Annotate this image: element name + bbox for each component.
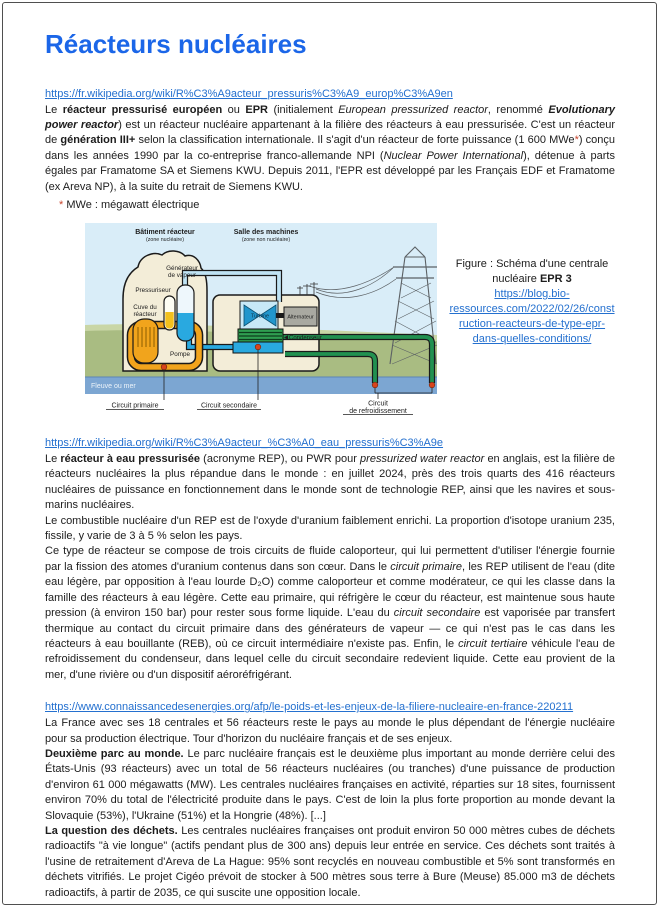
label-machine-hall-zone: (zone non nucléaire): [241, 237, 291, 244]
paragraph-rep-intro: Le réacteur à eau pressurisée (acronyme REP), ou PWR pour pressurized water reactor en anglais, est la filière de réacteurs nucléaires la plus répandue dans le monde : en juillet 2024, près des trois quarts des 416 réacteurs nucléaires de puissance en fonctionnement dans le monde sont de technologie REP, ainsi que les navires et sous-marins nucléaires.: [45, 453, 616, 512]
paragraph-france-parc: Deuxième parc au monde. Le parc nucléaire français est le deuxième plus important au monde derrière celui des États-Unis (93 réacteurs) avec un total de 56 réacteurs nucléaires (ou tranches) d'une puissance de production d'environ 61 000 mégawatts (MW). Les centrales nucléaires françaises en activité, réparties sur 18 sites, fournissent environ 70% du total de l'électricité produite dans le pays. C'est de loin la plus forte proportion au monde devant la Slovaquie (53%), l'Ukraine (51%) et la Hongrie (48%). [...]: [45, 747, 616, 822]
primary-pump-dot: [161, 364, 167, 370]
paragraph-france-dechets: La question des déchets. Les centrales nucléaires françaises ont produit environ 50 000 mètres cubes de déchets radioactifs "à vie longue" (actifs pendant plus de 300 ans) depuis leur entrée en service. Ces déchets sont traités à l'usine de retraitement d'Areva de La Hague: 95% sont recyclés en nouveau combustible et 5% sont transformés en déchets vitrifiés. Le projet Cigéo prévoit de stocker à 500 mètres sous terre à Bure (Meuse) 85.000 m3 de déchets radioactifs, à partir de 2035, ce qui suscite une opposition locale.: [45, 824, 616, 899]
paragraph-rep-circuits: Ce type de réacteur se compose de trois circuits de fluide caloporteur, qui lui permettent d'utiliser l'énergie fournie par la fission des atomes d'uranium contenus dans son cœur. Dans le circuit primaire, les REP utilisent de l'eau (dite eau légère, par opposition à l'eau lourde D₂O) comme caloporteur et comme modérateur, ce qui les classe dans la famille des réacteurs à eau légère. Cette eau primaire, qui réfrigère le cœur du réacteur, est maintenue sous haute pression (à environ 150 bar) pour rester sous forme liquide. L'eau du circuit secondaire est vaporisée par transfert thermique au contact du circuit primaire dans des générateurs de vapeur — ce qui n'est pas le cas dans les réacteurs à eau bouillante (REB), où ce circuit intermédiaire n'existe pas. Enfin, le circuit tertiaire véhicule l'eau de refroidissement du condenseur, dans lequel celle du circuit secondaire redevient liquide. Cette eau provient de la mer, d'une rivière ou d'un dispositif aéroréfrigérant.: [45, 545, 616, 681]
paragraph-rep-fuel: Le combustible nucléaire d'un REP est de l'oxyde d'uranium faiblement enrichi. La proportion d'isotope uranium 235, fissile, y varie de 3 à 5 % selon les pays.: [45, 514, 615, 543]
water: [85, 377, 437, 394]
label-condenser: Condenseur: [289, 335, 322, 342]
label-vessel-2: réacteur: [133, 311, 157, 319]
label-reactor-building: Bâtiment réacteur: [135, 229, 195, 237]
cooling-outlet-dot: [372, 382, 378, 388]
cooling-inlet-dot: [429, 382, 435, 388]
label-machine-hall: Salle des machines: [233, 229, 299, 237]
steam-generator-vessel: [177, 285, 194, 341]
label-river: Fleuve ou mer: [91, 383, 136, 391]
section-france: [45, 697, 615, 901]
paragraph-france-intro: La France avec ses 18 centrales et 56 réacteurs reste le pays au monde le plus dépendant de l'énergie nucléaire pour sa production électrique. Tour d'horizon du nucléaire français et de ses enjeux.: [45, 717, 615, 745]
figure-caption-text: Figure : Schéma d'une centrale nucléaire EPR 3: [455, 258, 609, 286]
label-pump: Pompe: [170, 351, 190, 359]
section-rep: [45, 433, 615, 683]
label-cooling-circuit-2: de refroidissement: [349, 408, 407, 416]
label-primary-circuit: Circuit primaire: [111, 402, 159, 410]
label-steam-generator-2: de vapeur: [167, 272, 197, 280]
label-pressurizer: Pressuriseur: [135, 287, 171, 295]
secondary-pump-dot: [255, 344, 261, 350]
figure: [45, 223, 615, 417]
hyperlink-connaissance-energies[interactable]: https://www.connaissancedesenergies.org/afp/le-poids-et-les-enjeux-de-la-filiere-nucleaire-en-france-220211: [45, 701, 574, 714]
hyperlink-wikipedia-rep[interactable]: https://fr.wikipedia.org/wiki/R%C3%A9acteur_%C3%A0_eau_pressuris%C3%A9e: [45, 437, 444, 450]
figure-caption: [449, 223, 615, 347]
label-reactor-building-zone: (zone nucléaire): [146, 237, 184, 244]
footnote-mwe: * MWe : mégawatt électrique: [59, 199, 200, 212]
label-alternator: Alternateur: [287, 314, 314, 321]
hyperlink-wikipedia-epr[interactable]: https://fr.wikipedia.org/wiki/R%C3%A9acteur_pressuris%C3%A9_europ%C3%A9en: [45, 87, 453, 100]
label-cooling-circuit-1: Circuit: [368, 400, 388, 408]
nuclear-plant-diagram: [85, 223, 437, 417]
label-secondary-circuit: Circuit secondaire: [200, 402, 258, 410]
label-turbine: Turbine: [250, 313, 270, 320]
label-vessel-1: Cuve du: [133, 304, 157, 312]
label-steam-generator-1: Générateur: [166, 265, 198, 273]
hyperlink-blog-bioressources[interactable]: https://blog.bio-ressources.com/2022/02/26/construction-reacteurs-de-type-epr-dans-quelles-conditions/: [449, 288, 615, 346]
paragraph-epr-intro: Le réacteur pressurisé européen ou EPR (initialement European pressurized reactor, renommé Evolutionary power reactor) est un réacteur nucléaire appartenant à la filière des réacteurs à eau pressurisée. C'est un réacteur de génération III+ selon la classification internationale. Il s'agit d'un réacteur de forte puissance (1 600 MWe*) conçu dans les années 1990 par la co-entreprise franco-allemande NPI (Nuclear Power International), détenue à parts égales par Framatome SA et Siemens KWU. Depuis 2011, l'EPR est développé par les Français EDF et Framatome (ex Areva NP), à la suite du retrait de Siemens KWU.: [45, 103, 615, 193]
page-title: Réacteurs nucléaires: [45, 29, 307, 59]
